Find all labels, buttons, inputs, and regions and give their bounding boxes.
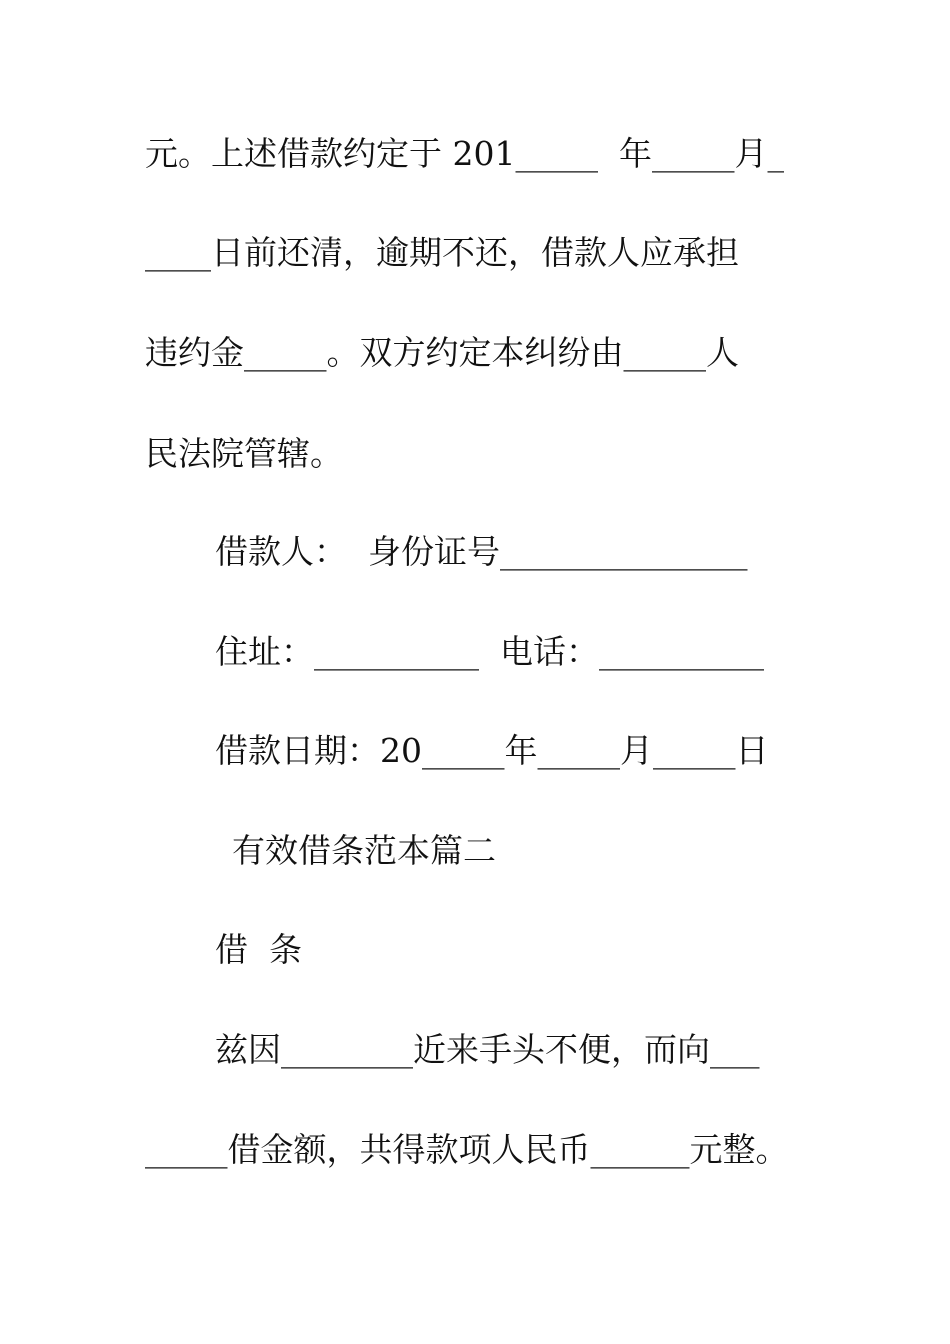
body-line-reason: 兹因________近来手头不便，而向___	[215, 1030, 760, 1069]
section-heading: 有效借条范本篇二	[232, 831, 496, 870]
loan-date-line: 借款日期：20_____年_____月_____日	[215, 731, 769, 770]
address-phone-line: 住址：__________ 电话：__________	[215, 632, 764, 671]
paragraph-line-jurisdiction: 违约金_____。双方约定本纠纷由_____人	[145, 333, 739, 372]
borrower-id-line: 借款人： 身份证号_______________	[215, 532, 748, 571]
paragraph-line-penalty-clause: ____日前还清，逾期不还，借款人应承担	[145, 233, 739, 272]
document-title: 借 条	[215, 930, 302, 969]
body-line-amount: _____借金额，共得款项人民币______元整。	[145, 1130, 789, 1169]
paragraph-line-court: 民法院管辖。	[145, 434, 343, 473]
paragraph-line-repayment-date: 元。上述借款约定于 201_____ 年_____月_	[145, 134, 784, 173]
